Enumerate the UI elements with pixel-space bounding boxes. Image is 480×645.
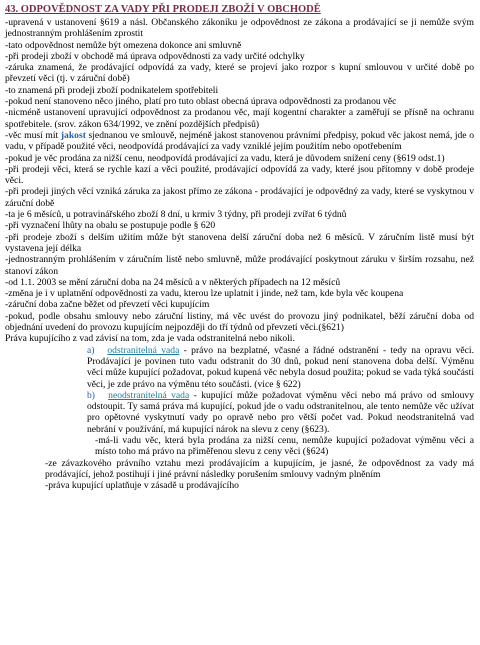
paragraph: -to znamená při prodeji zboží podnikatelem spotřebiteli — [5, 84, 219, 96]
paragraph: -ze závazkového právního vztahu mezi prodávajícím a kupujícím, je jasné, že odpovědnost za vady má prodávající, jehož postihují i jiné právní následky porušením smlouvy vadným plněním — [45, 457, 474, 480]
paragraph: -práva kupující uplatňuje v zásadě u prodávajícího — [45, 480, 239, 492]
item-a-term: odstranitelná vada — [107, 344, 180, 356]
text: sjednanou ve smlouvě, nejméně jakost stanovenou právními předpisy, pokud věc jakost nemá, jde o vadu, v případě použité věci, neodpovídá prodávající za vady vzniklé jejím použitím nebo opotřebením — [5, 129, 474, 153]
paragraph: Práva kupujícího z vad závisí na tom, zda je vada odstranitelná nebo nikoli. — [5, 333, 295, 345]
paragraph: -od 1.1. 2003 se mění záruční doba na 24 měsíců a v některých případech na 12 měsíců — [5, 276, 341, 288]
paragraph: -změna je i v uplatnění odpovědnosti za vadu, kterou lze uplatnit i jinde, než tam, kde byla věc koupena — [5, 288, 404, 300]
paragraph: -při prodeji věci, která se rychle kazí a věci použité, prodávající odpovídá za vady, které jsou přítomny v době prodeje věci. — [5, 163, 474, 187]
item-b-term: neodstranitelná vada — [108, 389, 190, 401]
paragraph: -pokud, podle obsahu smlouvy nebo záruční listiny, má věc uvést do provozu jiný podnikatel, běží záruční doba od objednání uvedení do provozu kupujícím nejpozději do tří týdnů od převzetí věci.(§621) — [5, 310, 474, 334]
paragraph: -jednostranným prohlášením v záručním listě nebo smluvně, může prodávající poskytnout záruku v širším rozsahu, než stanoví zákon — [5, 254, 474, 277]
item-b-text: - kupující může požadovat výměnu věci nebo má právo od smlouvy odstoupit. Ty samá práva má kupující, pokud jde o vadu odstranitelnou, ale tento nemůže věc užívat pro opětovné vyskytnutí vady po opravě nebo pro větší počet vad. Pokud neodstranitelná vad nebrání v používání, má kupující nárok na slevu z ceny (§623). — [87, 389, 474, 435]
list-item-b — [87, 390, 474, 435]
paragraph: -pokud je věc prodána za nižší cenu, neodpovídá prodávající za vadu, která je důvodem snížení ceny (§619 odst.1) — [5, 152, 445, 164]
page-title: 43. ODPOVĚDNOST ZA VADY PŘI PRODEJI ZBOŽÍ V OBCHODĚ — [5, 4, 321, 15]
paragraph: -upravená v ustanovení §619 a násl. Občanského zákoníku je odpovědnost ze zákona a prodávající se ji nemůže svým jednostranným prohlášením zprostit — [5, 17, 474, 40]
paragraph: -při prodeji jiných věcí vzniká záruka za jakost přímo ze zákona - prodávající je odpovědný za vady, které se vyskytnou v záruční době — [5, 186, 474, 209]
paragraph: -ta je 6 měsíců, u potravinářského zboží 8 dní, u krmiv 3 týdny, při prodeji zvířat 6 týdnů — [5, 209, 347, 221]
item-a-label: a) — [87, 344, 95, 356]
paragraph: -záruční doba začne běžet od převzetí věci kupujícím — [5, 299, 210, 311]
highlight-jakost: jakost — [60, 129, 86, 141]
paragraph: -při prodeji zboží v obchodě má úprava odpovědnosti za vady určité odchylky — [5, 50, 305, 62]
list-item-b-extra: -má-li vadu věc, která byla prodána za nižší cenu, nemůže kupující požadovat výměnu věci a místo toho má právo na přiměřenou slevu z ceny věci (§624) — [95, 434, 474, 458]
paragraph: -při prodeje zboží s delším užitím může být stanovena delší záruční doba než 6 měsíců. V záručním listě musí být vystavena její délka — [5, 231, 474, 254]
paragraph: -pokud není stanoveno něco jiného, platí pro tuto oblast obecná úprava odpovědnosti za prodanou věc — [5, 96, 397, 108]
paragraph: -záruka znamená, že prodávající odpovídá za vady, které se projeví jako rozpor s kupní smlouvou v určité době po převzetí věci (tj. v záruční době) — [5, 62, 474, 85]
paragraph-jakost — [5, 130, 474, 153]
text: -věc musí mít — [5, 129, 61, 141]
paragraph: -tato odpovědnost nemůže být omezena dokonce ani smluvně — [5, 39, 242, 51]
paragraph: -nicméně ustanovení upravující odpovědnost za prodanou věc, mají kogentní charakter a zaměřují se přísně na ochranu spotřebitele. (srov. zákon 634/1992, ve znění pozdějších předpisů) — [5, 107, 474, 130]
item-b-label: b) — [87, 389, 95, 401]
paragraph: -při vyznačení lhůty na obalu se postupuje podle § 620 — [5, 220, 216, 232]
list-item-a — [87, 345, 474, 390]
item-a-text: - právo na bezplatné, včasné a řádné odstranění - tedy na opravu věci. Prodávající je povinen tuto vadu odstranit do 30 dnů, pokud není stanovena doba delší. Výměnu věci může kupující požadovat, pokud kupená věc nebyla dosud použita; pokud se vada týká součásti věci, je zde právo na výměnu této součásti. (vice § 622) — [87, 344, 474, 390]
